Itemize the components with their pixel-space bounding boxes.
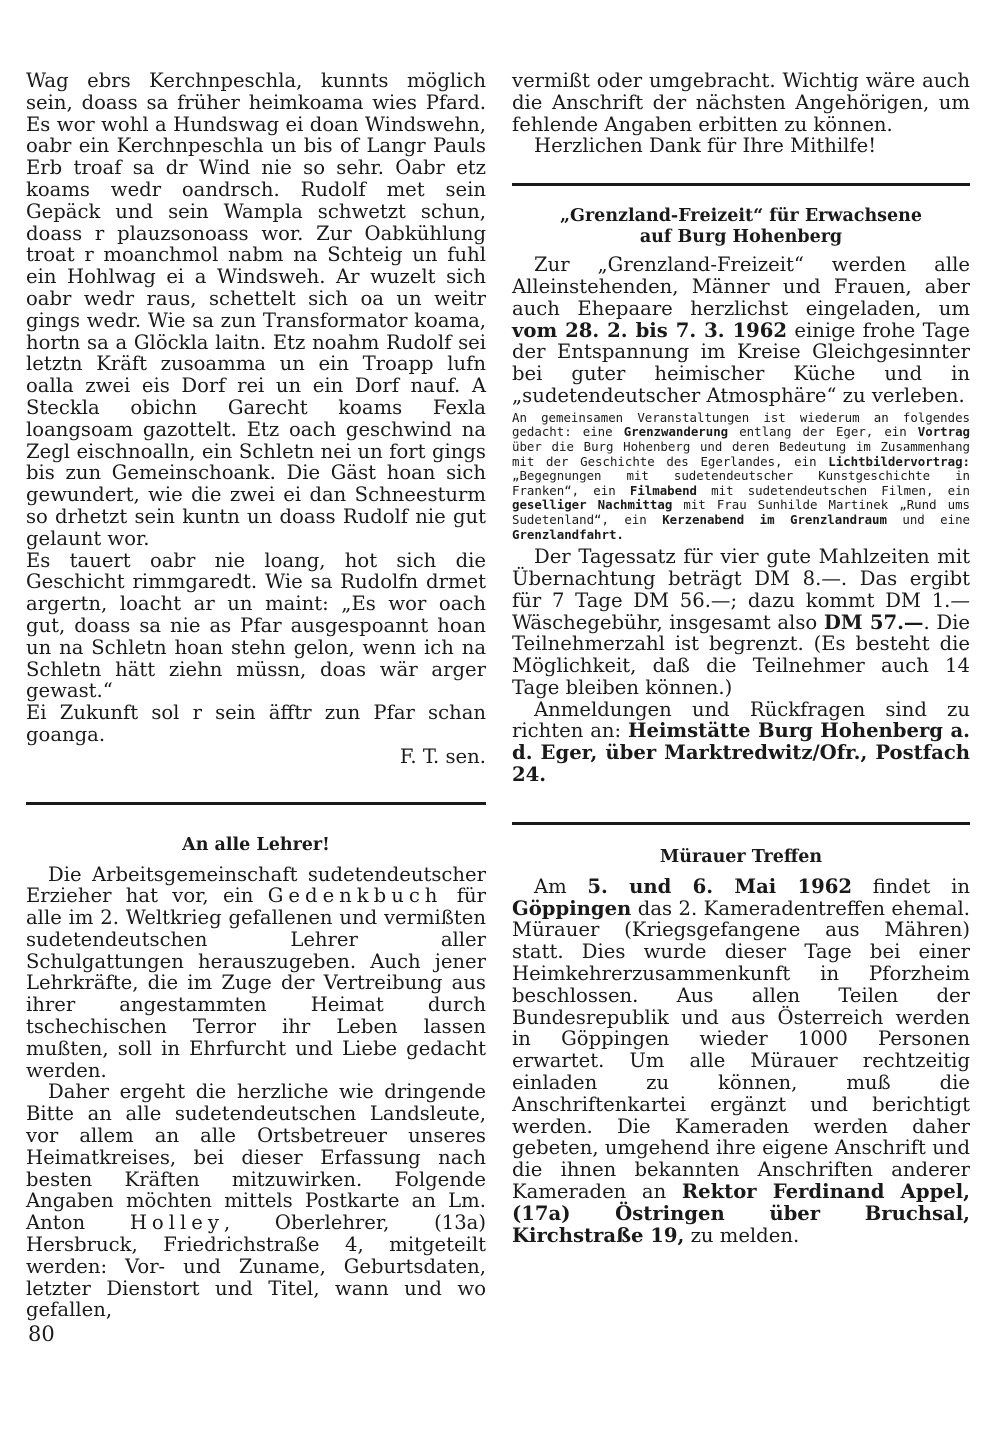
article-paragraph: Am 5. und 6. Mai 1962 findet in Göppingen das 2. Kameradentreffen ehemal. Mürauer (Kriegsgefangene aus Mähren) statt. Dies wurde dieser Tage bei einer Heimkehrerzusammenkunft in Pforzheim beschlossen. Aus allen Teilen der Bundesrepublik und aus Österreich werden in Göppingen wieder 1000 Personen erwartet. Um alle Mürauer rechtzeitig einladen zu können, muß die Anschriftenkartei ergänzt und berichtigt werden. Die Kameraden werden daher gebeten, umgehend ihre eigene Anschrift und die ihnen bekannten Anschriften anderer Kameraden an Rektor Ferdinand Appel, (17a) Östringen über Bruchsal, Kirchstraße 19, zu melden. [512,874,970,1247]
author-signature: F. T. sen. [399,744,486,768]
section-divider [26,802,486,805]
article-paragraph: Daher ergeht die herzliche wie dringende Bitte an alle sudetendeutschen Landsleute, vor allem an alle Ortsbetreuer unseres Heimatkreises, bei dieser Erfassung nach besten Kräften mitzuwirken. Folgende Angaben möchten mittels Postkarte an Lm. Anton Holley, Oberlehrer, (13a) Hersbruck, Friedrichstraße 4, mitgeteilt werden: Vor- und Zuname, Geburtsdaten, letzter Dienstort und Titel, wann und wo gefallen, [26,1080,486,1322]
event-place: Göppingen [512,896,632,920]
thanks-line: Herzlichen Dank für Ihre Mithilfe! [534,134,877,158]
article-paragraph: Die Arbeitsgemeinschaft sudetendeutscher Erzieher hat vor, ein Gedenkbuch für alle im 2. Weltkrieg gefallenen und vermißten sudetendeutschen Lehrer aller Schulgattungen herauszugeben. Auch jener Lehrkräfte, die im Zuge der Vertreibung aus ihrer angestammten Heimat durch tschechischen Terror ihr Leben lassen mußten, soll in Ehrfurcht und Liebe gedacht werden. [26,862,487,1082]
emphasized-name: Holley [129,1211,224,1235]
contact-address: Rektor Ferdinand Appel, (17a) Östringen über Bruchsal, Kirchstraße 19, [512,1180,970,1247]
date-range: vom 28. 2. bis 7. 3. 1962 [512,318,788,342]
article-heading: „Grenzland-Freizeit“ für Erwachsene auf Burg Hohenberg [559,206,923,248]
section-divider [512,822,970,825]
emphasized-text: Gedenkbuch [267,884,443,908]
section-divider [512,183,970,186]
dialect-story-paragraph: Wag ebrs Kerchnpeschla, kunnts möglich sein, doass sa früher heimkoama wies Pfard. Es wor wohl a Hundswag ei doan Windswehn, oabr ein Kerchnpeschla un bis of Langr Pauls Erb troaf sa dr Wind nie so sehr. Oabr etz koams wedr oandrsch. Rudolf met sein Gepäck und sein Wampla schwetzt schun, doass r plauzsonoass wor. Zur Oabkühlung troat r moanchmol nabm na Schteig un fuhl ein Hohlwag ei a Windsweh. Ar wuzelt sich oabr wedr raus, schettelt sich oa un weitr gings wedr. Wie sa zun Transformator koama, hortn sa a Glöckla laitn. Etz noahm Rudolf sei letztn Kräft zusoamma un ein Troapp lufn oalla zwei eis Dorf rei un ein Dorf nauf. A Steckla obichn Garecht koams Fexla loangsoam gazottelt. Etz oach geschwind na Zegl eischnoalln, ein Schletn nei un fort gings bis zun Gemeinschoank. Die Gäst hoan sich gewundert, wie die zwei ei dan Schneesturm so drhetzt sein kuntn un doass Rudolf nie gut gelaunt wor. [26,69,486,550]
signature-line [26,746,486,768]
article-heading: Mürauer Treffen [659,846,823,867]
article-paragraph: Der Tagessatz für vier gute Mahlzeiten mit Übernachtung beträgt DM 8.—. Das ergibt für 7 Tage DM 56.—; dazu kommt DM 1.— Wäschegebühr, insgesamt also DM 57.—. Die Teilnehmerzahl ist begrenzt. (Es besteht die Möglichkeit, daß die Teilnehmer auch 14 Tage bleiben können.) [512,545,971,699]
article-paragraph: Zur „Grenzland-Freizeit“ werden alle Alleinstehenden, Männer und Frauen, aber auch Ehepaare herzlichst eingeladen, um vom 28. 2. bis 7. 3. 1962 einige frohe Tage der Entspannung im Kreise Gleichgesinnter bei guter heimischer Küche und in „sudetendeutscher Atmosphäre“ zu verleben. [512,253,970,407]
article-paragraph: vermißt oder umgebracht. Wichtig wäre auch die Anschrift der nächsten Angehörigen, um fehlende Angaben erbitten zu können. [512,69,970,136]
article-heading: An alle Lehrer! [182,834,330,855]
page-number: 80 [28,1322,55,1346]
small-print-paragraph: An gemeinsamen Veranstaltungen ist wiederum an folgendes gedacht: eine Grenzwanderung entlang der Eger, ein Vortrag über die Burg Hohenberg und deren Bedeutung im Zusammenhang mit der Geschichte des Egerlandes, ein Lichtbildervortrag: „Begegnungen mit sudetendeutscher Kunstgeschichte in Franken“, ein Filmabend mit sudetendeutschen Filmen, ein geselliger Nachmittag mit Frau Sunhilde Martinek „Rund ums Sudetenland“, ein Kerzenabend im Grenzlandraum und eine Grenzlandfahrt. [512,409,971,542]
dialect-story-paragraph: Es tauert oabr nie loang, hot sich die Geschicht rimmgaredt. Wie sa Rudolfn drmet argertn, loacht ar un maint: „Es wor oach gut, doass sa nie as Pfar ausgespoannt hoan un na Schletn hoan stehn gelon, wenn ich na Schletn hätt ziehn müssn, doas wär arger gewast.“ [26,548,486,703]
total-price: DM 57.— [823,610,924,634]
left-column [26,70,486,1321]
article-paragraph: Anmeldungen und Rückfragen sind zu richten an: Heimstätte Burg Hohenberg a. d. Eger, über Marktredwitz/Ofr., Postfach 24. [512,697,970,787]
right-column [512,70,970,1246]
event-date: 5. und 6. Mai 1962 [587,874,853,898]
dialect-story-paragraph: Ei Zukunft sol r sein äfftr zun Pfar schan goanga. [26,701,486,746]
contact-address: Heimstätte Burg Hohenberg a. d. Eger, über Marktredwitz/Ofr., Postfach 24. [512,719,970,787]
